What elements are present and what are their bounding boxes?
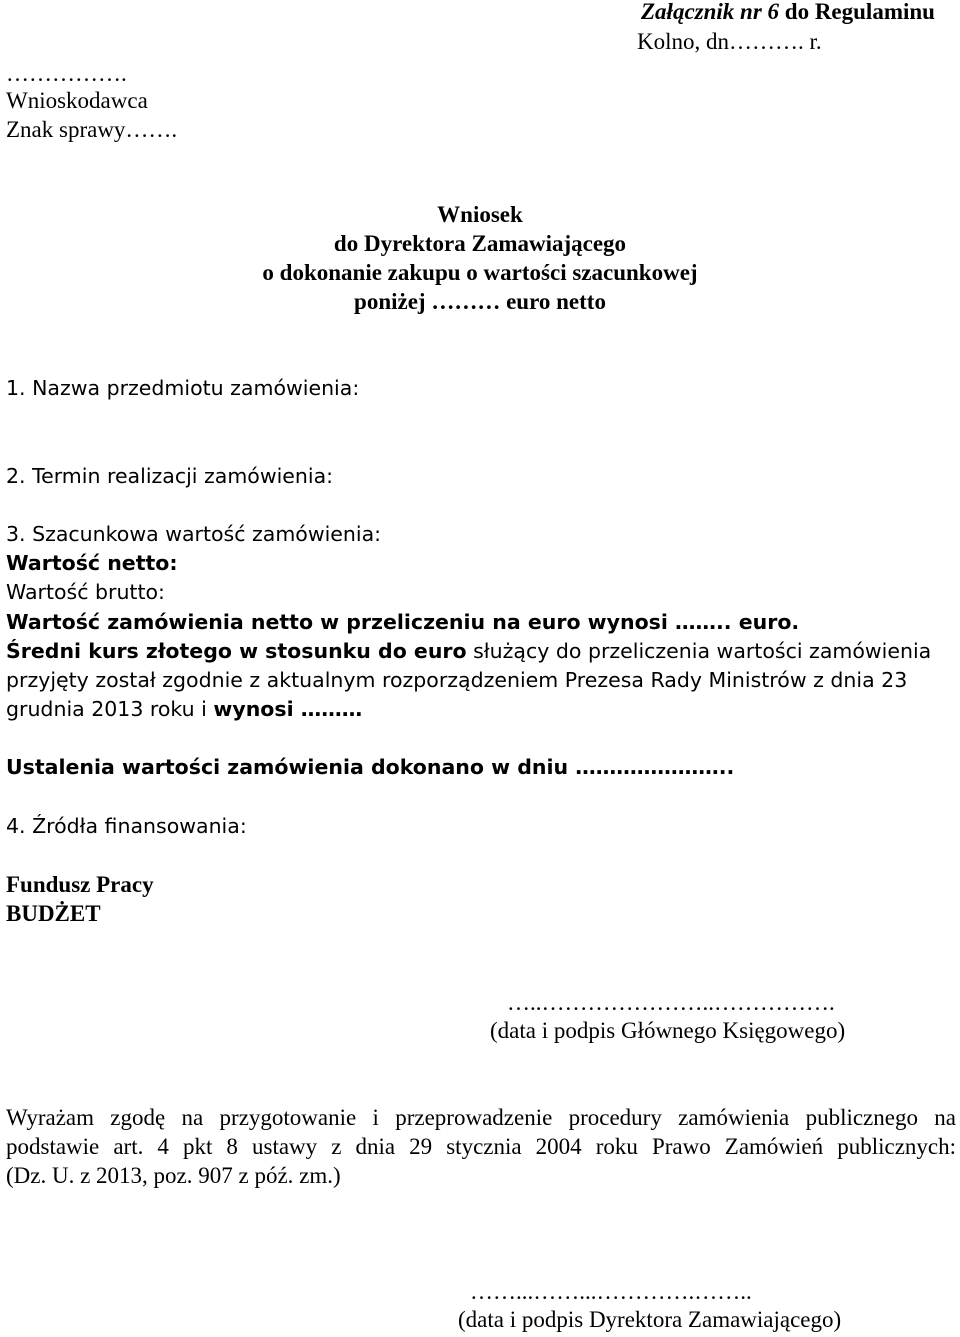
doc-title-line3: o dokonanie zakupu o wartości szacunkowej (262, 260, 698, 285)
place-date: Kolno, dn………. r. (637, 29, 822, 54)
valuation-date-line: Ustalenia wartości zamówienia dokonano w dniu ………………….. (6, 755, 735, 779)
exchange-rate-value: wynosi ……… (213, 697, 363, 721)
gross-value-label: Wartość brutto: (6, 580, 165, 604)
accountant-signature-label: (data i podpis Głównego Księgowego) (490, 1018, 846, 1043)
consent-line2: podstawie art. 4 pkt 8 ustawy z dnia 29 stycznia 2004 roku Prawo Zamówień publicznych: (6, 1134, 956, 1159)
exchange-rate-bold: Średni kurs złotego w stosunku do euro (6, 639, 467, 663)
applicant-signature-line: ……………. (6, 61, 127, 86)
doc-title: Wniosek (437, 202, 523, 227)
euro-value-line: Wartość zamówienia netto w przeliczeniu na euro wynosi …….. euro. (6, 610, 800, 634)
section-3-estimated-value: 3. Szacunkowa wartość zamówienia: (6, 522, 382, 546)
applicant-label: Wnioskodawca (6, 88, 148, 113)
consent-line1: Wyrażam zgodę na przygotowanie i przeprowadzenie procedury zamówienia publicznego na (6, 1105, 956, 1130)
section-2-deadline: 2. Termin realizacji zamówienia: (6, 464, 334, 488)
doc-title-line2: do Dyrektora Zamawiającego (333, 231, 627, 256)
doc-title-line4: poniżej ……… euro netto (354, 289, 606, 314)
net-value-label: Wartość netto: (6, 551, 178, 575)
attachment-note (641, 0, 935, 27)
section-1-subject: 1. Nazwa przedmiotu zamówienia: (6, 376, 360, 400)
exchange-rate-line3 (6, 694, 362, 724)
funding-source-budget: BUDŻET (6, 901, 101, 926)
exchange-rate-line2: przyjęty został zgodnie z aktualnym rozporządzeniem Prezesa Rady Ministrów z dnia 23 (6, 668, 908, 692)
exchange-rate-text: służący do przeliczenia wartości zamówienia (466, 639, 932, 663)
exchange-rate-line1 (6, 636, 931, 666)
director-signature-label: (data i podpis Dyrektora Zamawiającego) (458, 1307, 842, 1332)
attachment-regulation: do Regulaminu (779, 0, 935, 24)
accountant-signature-line: …..…………………..……………. (507, 990, 835, 1015)
funding-source-labour-fund: Fundusz Pracy (6, 872, 154, 897)
section-4-funding: 4. Źródła finansowania: (6, 814, 247, 838)
case-number: Znak sprawy……. (6, 117, 178, 142)
exchange-rate-line3-text: grudnia 2013 roku i (6, 697, 214, 721)
director-signature-line: ……...……...………….…….. (470, 1279, 752, 1304)
consent-line3: (Dz. U. z 2013, poz. 907 z póź. zm.) (6, 1163, 341, 1188)
attachment-number: Załącznik nr 6 (641, 0, 780, 24)
